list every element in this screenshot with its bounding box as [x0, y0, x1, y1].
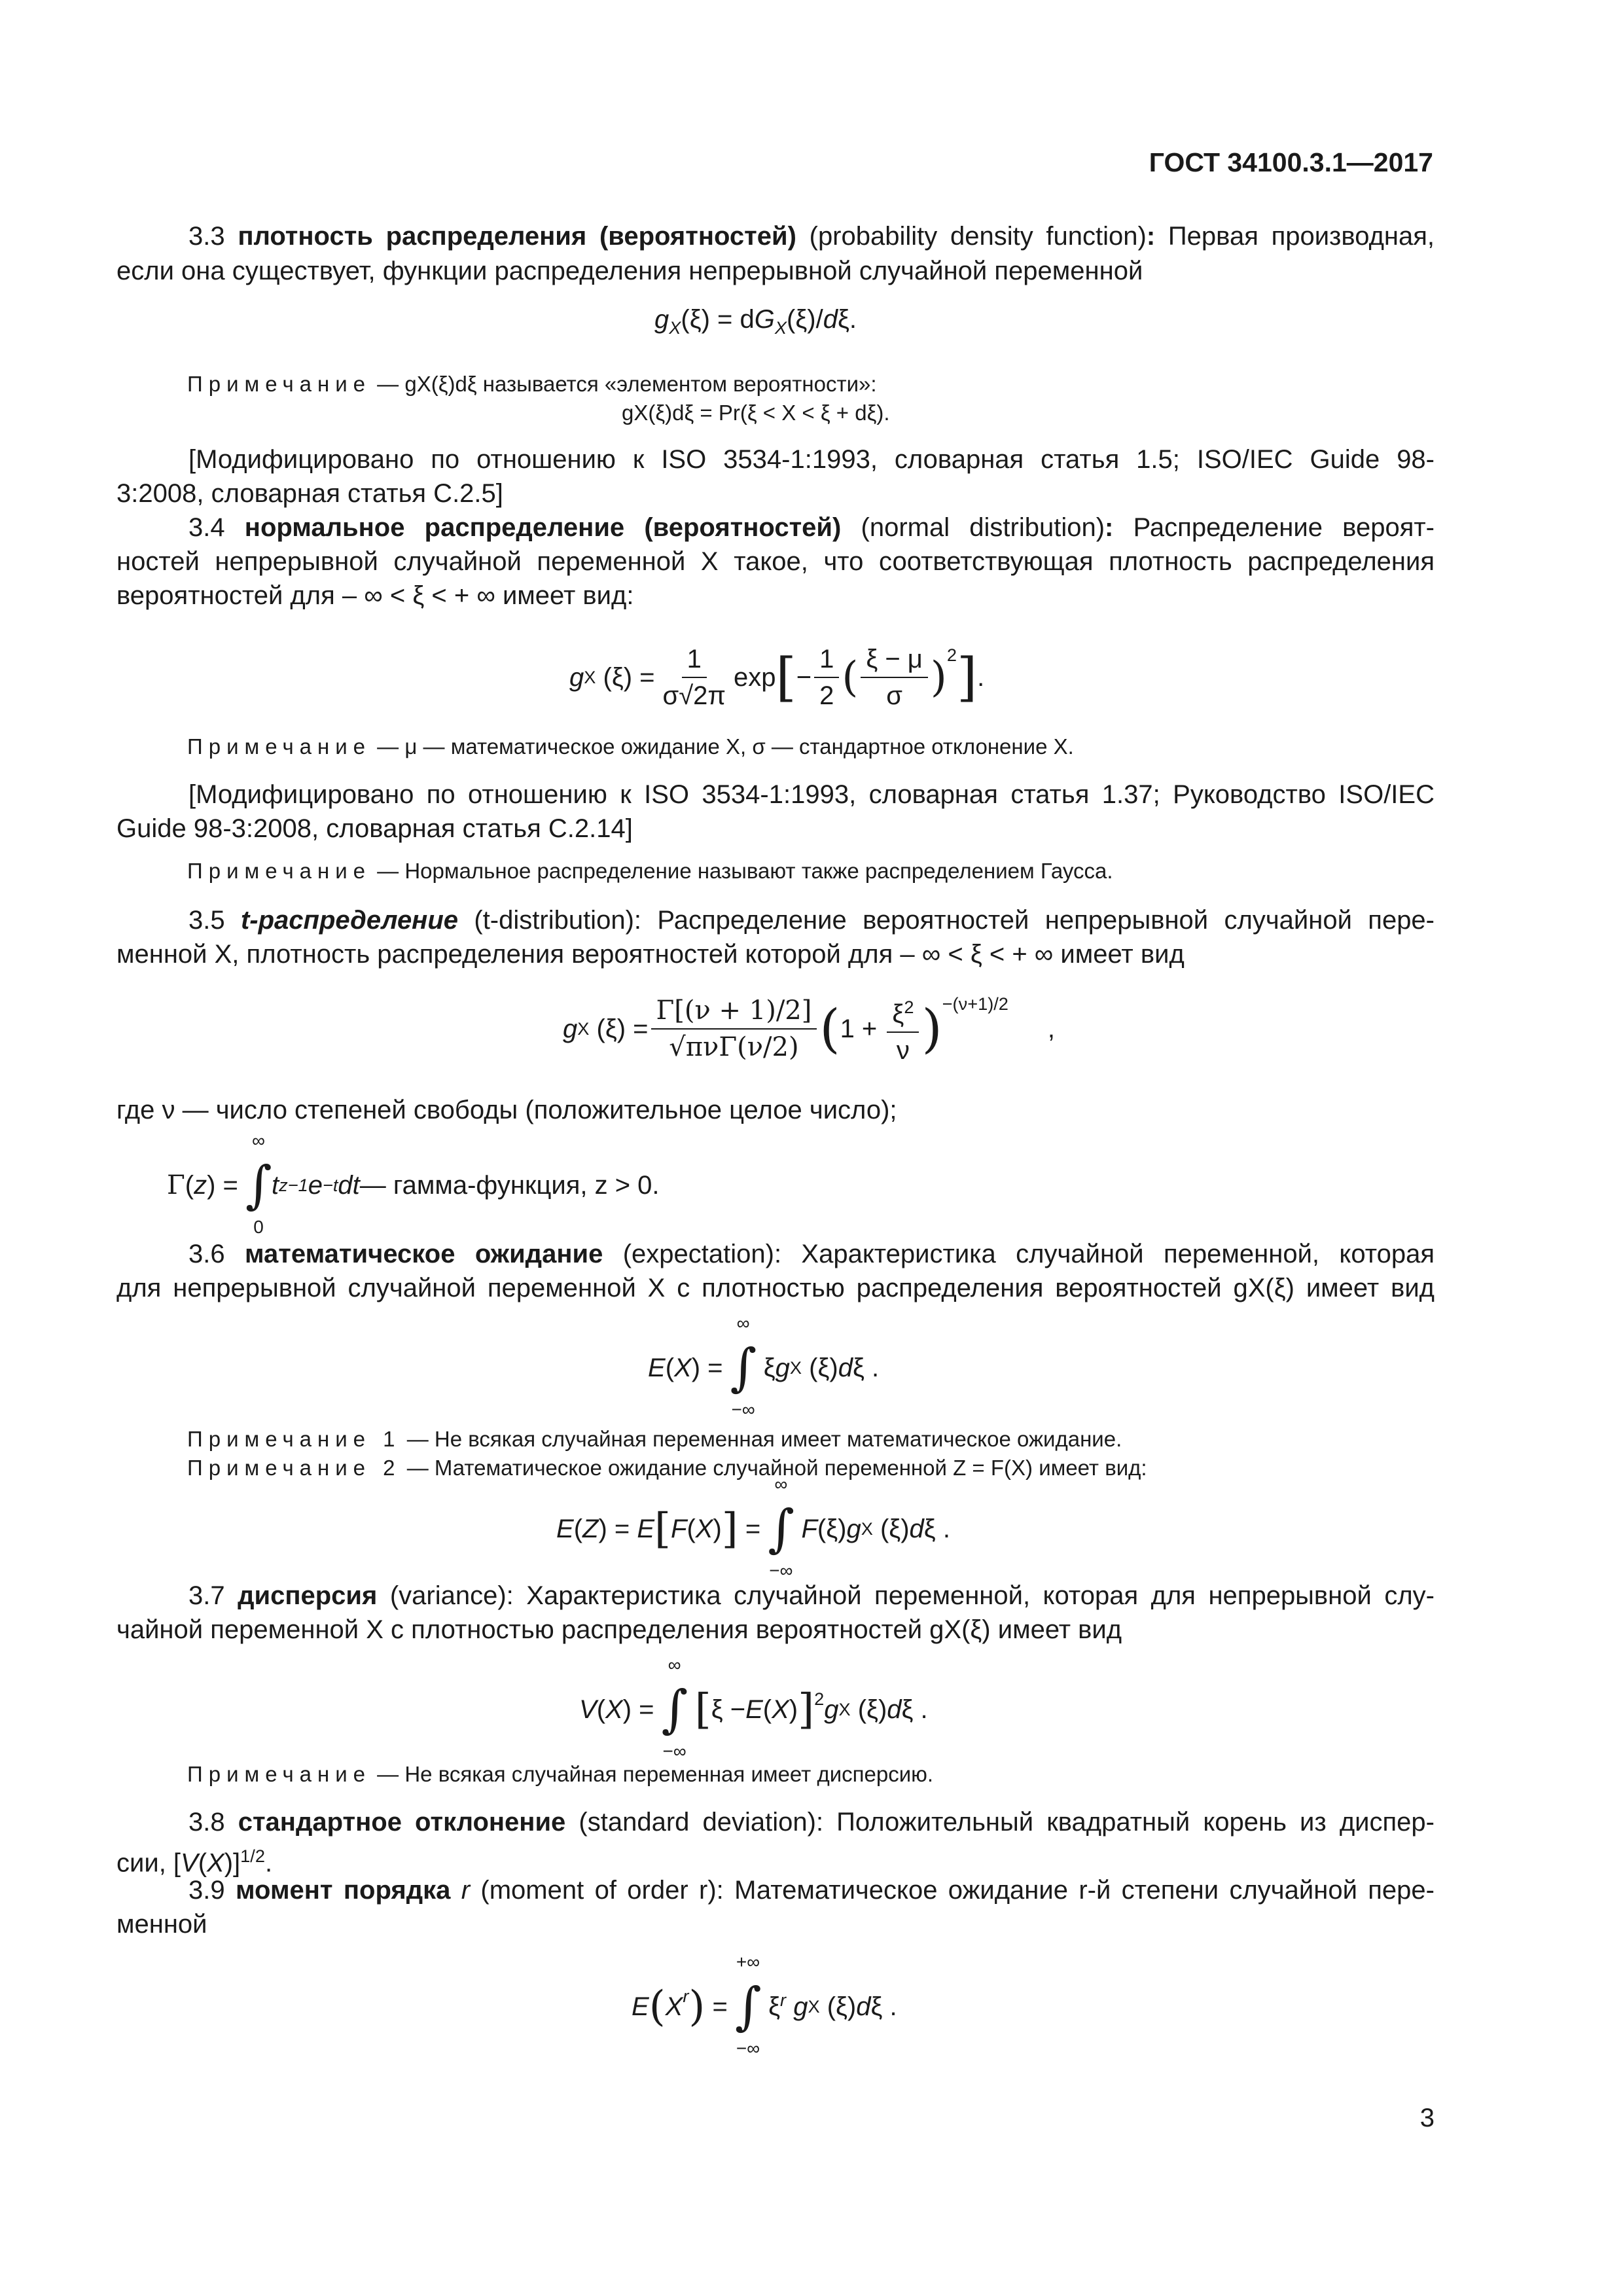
entry-3-5-number: 3.5 [188, 906, 241, 935]
entry-3-8-english: (standard deviation) [565, 1808, 816, 1837]
entry-3-3-mod-line1: [Модифицировано по отношению к ISO 3534-1:1993, словарная статья 1.5; ISO/IEC Guide 98- [188, 445, 1435, 474]
gamma-function-description: — гамма-функция, z > 0. [359, 1171, 660, 1200]
entry-3-4-line1 [188, 511, 1435, 545]
integral-lower-limit: −∞ [769, 1560, 793, 1581]
note-text: — μ — математическое ожидание X, σ — стандартное отклонение X. [371, 734, 1074, 759]
entry-3-5-line2: менной X, плотность распределения вероятностей которой для – ∞ < ξ < + ∞ имеет вид [116, 940, 1185, 969]
entry-3-6-number: 3.6 [188, 1240, 245, 1268]
integral-lower-limit: −∞ [731, 1399, 755, 1420]
entry-3-3-definition: Первая производная, [1155, 222, 1435, 251]
entry-3-9-definition: : Математическое ожидание r-й степени случайной пере- [716, 1876, 1435, 1905]
entry-3-5-term: t-распределение [240, 906, 459, 935]
entry-3-4-line3: вероятностей для – ∞ < ξ < + ∞ имеет вид: [116, 581, 634, 610]
page-number: 3 [1419, 2104, 1435, 2132]
entry-3-4-note [187, 733, 1074, 761]
entry-3-7-english: (variance) [377, 1581, 507, 1610]
entry-3-4-english: (normal distribution) [841, 513, 1105, 542]
entry-3-3-term: плотность распределения (вероятностей) [238, 222, 796, 251]
integral-upper-limit: ∞ [668, 1655, 681, 1675]
entry-3-6-note2 [187, 1454, 1147, 1482]
entry-3-8-line1 [188, 1805, 1435, 1839]
entry-3-4-number: 3.4 [188, 513, 245, 542]
entry-3-4-mod-line2: Guide 98-3:2008, словарная статья С.2.14] [116, 814, 633, 843]
entry-3-8-number: 3.8 [188, 1808, 238, 1837]
entry-3-3-number: 3.3 [188, 222, 238, 251]
entry-3-9-number: 3.9 [188, 1876, 236, 1905]
entry-3-8-line2: сии, $[V(X)]^{1/2}$. [116, 1846, 273, 1878]
variance-formula: V ( X ) = ∞ ∫ −∞ [ ξ − E ( X ) ] $^2$ g X (ξ) d ξ . [579, 1655, 928, 1761]
note-label: Примечание 2 [187, 1456, 401, 1480]
integral-lower-limit: 0 [253, 1217, 264, 1237]
entry-3-3-note [187, 370, 877, 398]
integral-upper-limit: ∞ [774, 1474, 788, 1494]
note-label: Примечание [187, 372, 372, 396]
note-text: — Не всякая случайная переменная имеет математическое ожидание. [401, 1427, 1122, 1451]
normal-density-formula: g X (ξ) = $\frac{1}{\sigma√2\pi}$ exp [ − $\frac{1}{2}$ ( $\frac{\xi - \mu}{\sigma}$ ) $^2$ ] . [569, 632, 984, 723]
entry-3-7-line2: чайной переменной X с плотностью распределения вероятностей gX(ξ) имеет вид [116, 1615, 1122, 1644]
entry-3-3-mod-line2: 3:2008, словарная статья С.2.5] [116, 479, 503, 508]
entry-3-8-definition: : Положительный квадратный корень из диспер- [815, 1808, 1435, 1837]
entry-3-3-formula: $g_X(\xi) = dG_X(\xi)/d\xi$. [654, 305, 857, 338]
expectation-formula: E ( X ) = ∞ ∫ −∞ ξ g X (ξ) d ξ . [648, 1313, 880, 1420]
entry-3-9-line2: менной [116, 1910, 207, 1939]
entry-3-3-english: (probability density function) [796, 222, 1147, 251]
entry-3-5-english: (t-distribution) [458, 906, 634, 935]
formula-comma: , [1047, 1014, 1056, 1043]
entry-3-6-definition: : Характеристика случайной переменной, которая [774, 1240, 1435, 1268]
entry-3-7-definition: : Характеристика случайной переменной, которая для непрерывной слу- [506, 1581, 1435, 1610]
entry-3-6-line1 [188, 1237, 1435, 1271]
entry-3-4-mod-line1: [Модифицировано по отношению к ISO 3534-1:1993, словарная статья 1.37; Руководство ISO/IEC [188, 780, 1435, 809]
gamma-function-formula: Γ ( z ) = ∞ ∫ 0 t z−1 e −t dt — гамма-функция, z > 0. [167, 1130, 660, 1237]
t-density-denominator: √πνΓ(ν/2) [669, 1032, 799, 1062]
entry-3-7-line1 [188, 1579, 1435, 1613]
entry-3-9-term: момент порядка [235, 1876, 451, 1905]
normal-density-fraction [658, 643, 731, 712]
entry-3-6-term: математическое ожидание [244, 1240, 603, 1268]
entry-3-9-line1 [188, 1873, 1435, 1907]
t-density-formula: g X (ξ) = $\frac{\Gamma[(\nu + 1)/2]}{\text{√πνΓ(ν/2)}}$ ( 1 + $\frac{\xi^2}{\nu}$ ) $^{-(\nu+1)/2}$ , [563, 983, 1055, 1075]
entry-3-3-line2: если она существует, функции распределения непрерывной случайной переменной [116, 257, 1143, 285]
expectation-of-function-formula: E ( Z ) = E [ F ( X ) ] = ∞ ∫ −∞ F (ξ) g X (ξ) d ξ . [556, 1474, 950, 1581]
document-header: ГОСТ 34100.3.1—2017 [1149, 147, 1433, 177]
note-label: Примечание 1 [187, 1427, 401, 1451]
entry-3-6-line2: для непрерывной случайной переменной X с плотностью распределения вероятностей gX(ξ) имеет вид [116, 1274, 1435, 1302]
t-density-power: −(ν+1)/2 [942, 994, 1008, 1014]
note-text: — gX(ξ)dξ называется «элементом вероятности»: [371, 372, 877, 396]
entry-3-5-definition: : Распределение вероятностей непрерывной случайной пере- [633, 906, 1435, 935]
note-label: Примечание [187, 734, 372, 759]
exp-function: exp [734, 663, 776, 692]
note-label: Примечание [187, 859, 372, 883]
entry-3-4-note2 [187, 857, 1113, 885]
note-text: — Математическое ожидание случайной переменной Z = F(X) имеет вид: [401, 1456, 1147, 1480]
note-text: — Нормальное распределение называют также распределением Гаусса. [371, 859, 1113, 883]
integral-lower-limit: −∞ [736, 2038, 760, 2058]
entry-3-5-line1 [188, 903, 1435, 937]
note-text: — Не всякая случайная переменная имеет дисперсию. [371, 1762, 934, 1786]
entry-3-7-note [187, 1761, 933, 1788]
entry-3-3-colon: : [1146, 222, 1156, 251]
entry-3-6-note1 [187, 1426, 1122, 1453]
fraction-numerator: 1 [682, 643, 707, 678]
entry-3-9-english: (moment of order r) [470, 1876, 717, 1905]
entry-3-9-term-variable: r [450, 1876, 471, 1905]
t-density-numerator: Γ[(ν + 1)/2] [651, 994, 817, 1030]
entry-3-4-colon: : [1105, 513, 1114, 542]
entry-3-4-term: нормальное распределение (вероятностей) [244, 513, 842, 542]
entry-3-7-number: 3.7 [188, 1581, 238, 1610]
entry-3-8-term: стандартное отклонение [238, 1808, 566, 1837]
entry-3-7-term: дисперсия [238, 1581, 378, 1610]
entry-3-3-line1 [188, 219, 1435, 253]
integral-upper-limit: ∞ [736, 1313, 750, 1333]
entry-3-4-line2: ностей непрерывной случайной переменной X такое, что соответствующая плотность распределения [116, 547, 1435, 576]
entry-3-6-english: (expectation) [603, 1240, 774, 1268]
note-label: Примечание [187, 1762, 372, 1786]
entry-3-3-note-formula: gX(ξ)dξ = Pr(ξ < X < ξ + dξ). [622, 401, 890, 425]
integral-upper-limit: ∞ [252, 1130, 265, 1151]
moment-formula: E ( X $^r$ ) = +∞ ∫ −∞ ξ $^r$ g X (ξ) d ξ . [632, 1952, 897, 2058]
integral-lower-limit: −∞ [662, 1741, 687, 1761]
fraction-denominator: σ√2π [662, 681, 726, 710]
entry-3-4-definition: Распределение вероят- [1113, 513, 1435, 542]
entry-3-5-where: где ν — число степеней свободы (положительное целое число); [116, 1096, 897, 1124]
integral-upper-limit: +∞ [736, 1952, 760, 1972]
